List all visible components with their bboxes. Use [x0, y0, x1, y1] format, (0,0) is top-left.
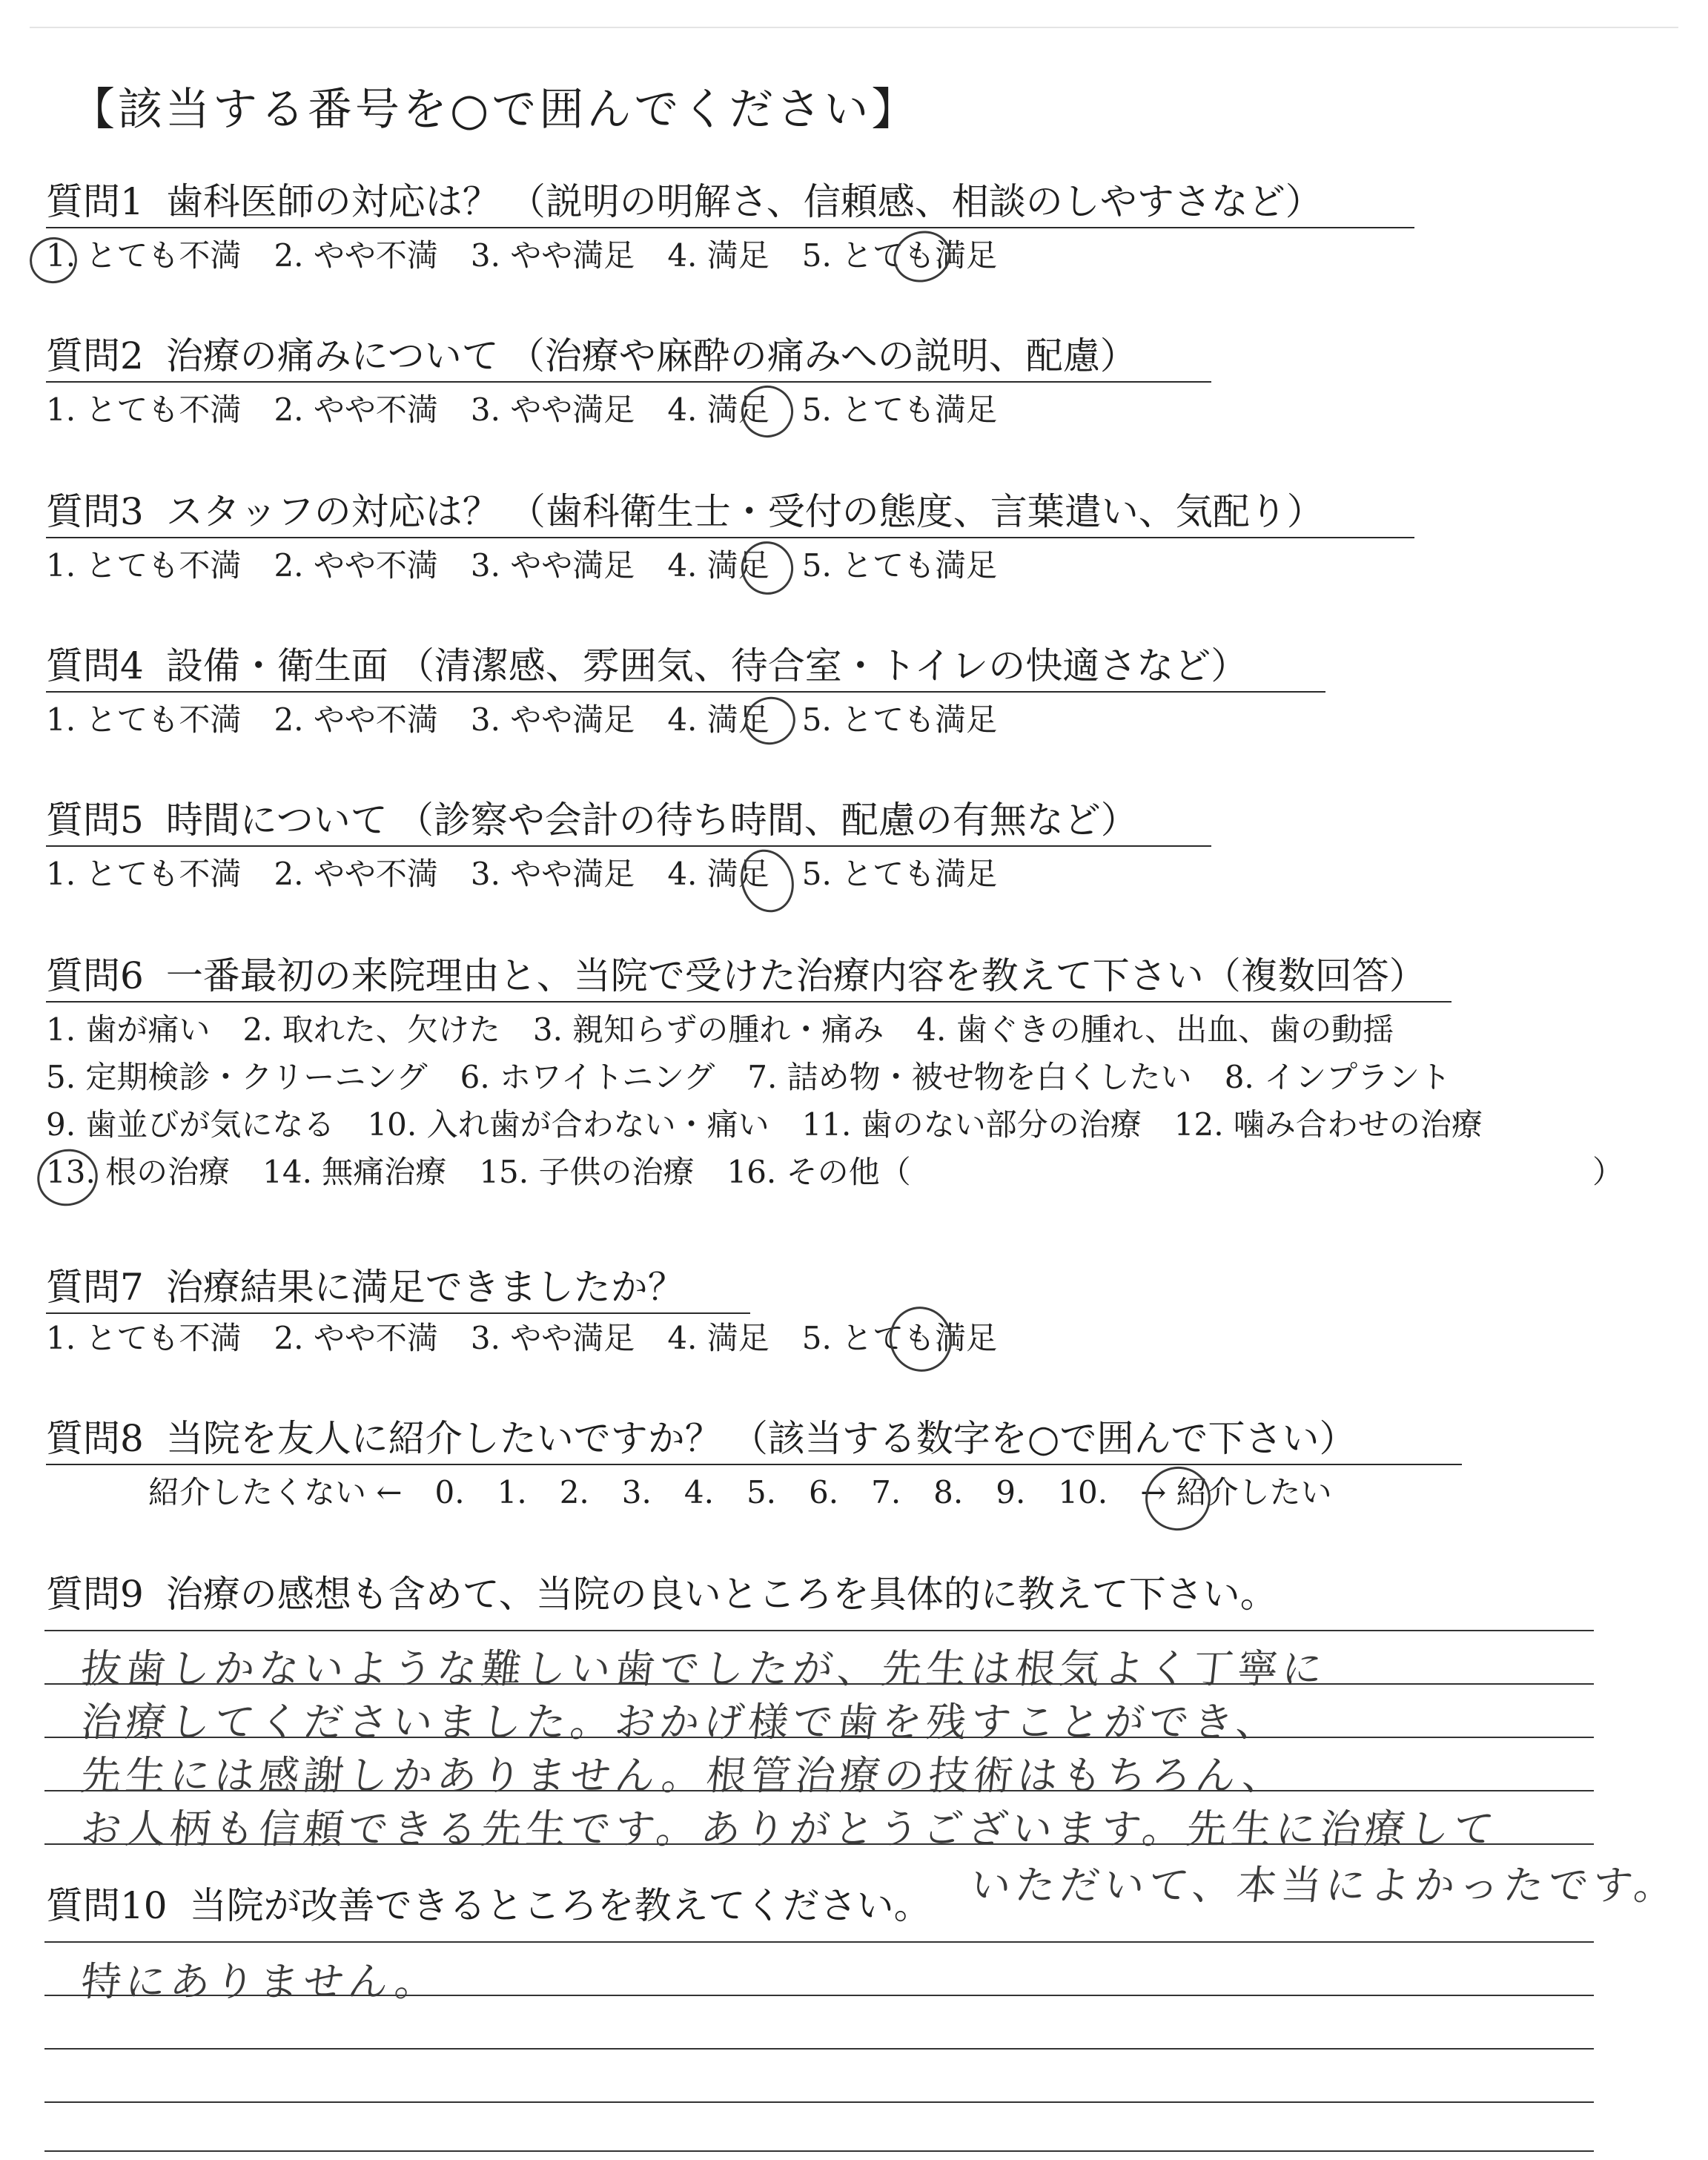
- option-2[interactable]: 2. やや不満: [274, 1320, 438, 1356]
- question-underline: [46, 1312, 750, 1314]
- selected-circle-icon: [739, 690, 801, 751]
- option-5[interactable]: 5. とても満足: [801, 547, 998, 584]
- option-4[interactable]: 4. 歯ぐきの腫れ、出血、歯の動揺: [916, 1011, 1394, 1048]
- option-3[interactable]: 3. やや満足: [470, 701, 635, 738]
- question-7-title: [46, 1265, 685, 1309]
- selected-circle-icon: [735, 379, 800, 444]
- scale-option-5[interactable]: 5.: [746, 1474, 777, 1510]
- scale-option-8[interactable]: 8.: [933, 1474, 964, 1510]
- option-4[interactable]: 4. 満足: [667, 1320, 769, 1356]
- answer-line: [44, 1941, 1594, 1943]
- option-1[interactable]: 1. とても不満: [46, 701, 242, 738]
- question-5-options: [46, 856, 1030, 893]
- question-number: 質問7: [46, 1266, 144, 1309]
- question-number: 質問2: [46, 334, 144, 377]
- option-4[interactable]: 4. 満足: [667, 392, 769, 428]
- scale-option-7[interactable]: 7.: [871, 1474, 901, 1510]
- option-4[interactable]: 4. 満足: [667, 237, 769, 274]
- question-note: （診察や会計の待ち時間、配慮の有無など）: [396, 799, 1138, 842]
- scale-option-10[interactable]: 10.: [1058, 1474, 1108, 1510]
- option-3[interactable]: 3. 親知らずの腫れ・痛み: [532, 1011, 884, 1048]
- scale-option-6[interactable]: 6.: [809, 1474, 839, 1510]
- scale-option-1[interactable]: 1.: [497, 1474, 527, 1510]
- selected-circle-icon: [735, 535, 801, 601]
- question-4-title: [46, 644, 1248, 688]
- option-14[interactable]: 14. 無痛治療: [262, 1154, 447, 1190]
- selected-circle-icon: [732, 842, 801, 919]
- option-2[interactable]: 2. やや不満: [274, 547, 438, 584]
- option-1[interactable]: 1. とても不満: [46, 237, 242, 274]
- question-underline: [46, 381, 1211, 383]
- question-6-options-row-1: [46, 1011, 1426, 1048]
- option-2[interactable]: 2. やや不満: [274, 701, 438, 738]
- option-1[interactable]: 1. 歯が痛い: [46, 1011, 211, 1048]
- option-2[interactable]: 2. やや不満: [274, 392, 438, 428]
- option-12[interactable]: 12. 噛み合わせの治療: [1174, 1106, 1483, 1143]
- selected-circle-icon: [887, 224, 957, 290]
- question-text: 設備・衛生面: [165, 644, 388, 687]
- answer-line: [44, 2101, 1594, 2103]
- question-text: 当院が改善できるところを教えてください。: [189, 1884, 931, 1927]
- option-2[interactable]: 2. やや不満: [274, 237, 438, 274]
- question-6-options-row-2: [46, 1059, 1483, 1096]
- option-16[interactable]: 16. その他（: [726, 1154, 911, 1190]
- question-text: 当院を友人に紹介したいですか？: [165, 1417, 722, 1460]
- question-6-title: [46, 954, 1426, 998]
- question-6-options-row-4: [46, 1154, 944, 1191]
- question-text: スタッフの対応は？: [165, 490, 500, 533]
- question-text: 治療結果に満足できましたか？: [165, 1266, 685, 1309]
- option-1[interactable]: 1. とても不満: [46, 856, 242, 892]
- handwritten-answer-line-2: 治療してくださいました。おかげ様で歯を残すことができ、: [79, 1699, 1283, 1745]
- question-text: 一番最初の来院理由と、当院で受けた治療内容を教えて下さい（複数回答）: [165, 954, 1426, 997]
- option-1[interactable]: 1. とても不満: [46, 547, 242, 584]
- handwritten-answer-line-1: 特にありません。: [79, 1958, 443, 2005]
- option-5[interactable]: 5. とても満足: [801, 1320, 998, 1356]
- option-4[interactable]: 4. 満足: [667, 856, 769, 892]
- option-13[interactable]: 13. 根の治療: [46, 1154, 231, 1190]
- answer-line: [44, 2150, 1594, 2152]
- question-underline: [46, 845, 1211, 847]
- option-3[interactable]: 3. やや満足: [470, 856, 635, 892]
- scale-option-9[interactable]: 9.: [996, 1474, 1026, 1510]
- scale-option-4[interactable]: 4.: [683, 1474, 714, 1510]
- option-9[interactable]: 9. 歯並びが気になる: [46, 1106, 335, 1143]
- page-heading: 【該当する番号を○で囲んでください】: [70, 84, 919, 136]
- question-underline: [46, 691, 1325, 693]
- option-3[interactable]: 3. やや満足: [470, 1320, 635, 1356]
- question-3-options: [46, 547, 1030, 584]
- other-close-paren: ）: [1592, 1154, 1624, 1190]
- option-5[interactable]: 5. 定期検診・クリーニング: [46, 1059, 428, 1095]
- question-7-options: [46, 1320, 1030, 1357]
- handwritten-answer-line-1: 抜歯しかないような難しい歯でしたが、先生は根気よく丁寧に: [79, 1645, 1329, 1692]
- option-10[interactable]: 10. 入れ歯が合わない・痛い: [367, 1106, 769, 1143]
- question-note: （歯科衛生士・受付の態度、言葉遣い、気配り）: [508, 490, 1324, 533]
- question-1-options: [46, 237, 1030, 274]
- question-note: （治療や麻酔の痛みへの説明、配慮）: [507, 334, 1137, 377]
- answer-line: [44, 2048, 1594, 2050]
- question-note: （清潔感、雰囲気、待合室・トイレの快適さなど）: [397, 644, 1248, 687]
- question-underline: [46, 227, 1414, 228]
- question-number: 質問1: [46, 180, 144, 223]
- handwritten-answer-line-5: いただいて、本当によかったです。: [968, 1862, 1681, 1909]
- question-6-options-row-3: [46, 1106, 1515, 1143]
- option-3[interactable]: 3. やや満足: [470, 392, 635, 428]
- question-number: 質問5: [46, 799, 144, 842]
- scale-left-label: 紹介したくない ←: [148, 1474, 403, 1510]
- question-1-title: [46, 179, 1323, 224]
- option-4[interactable]: 4. 満足: [667, 547, 769, 584]
- scale-option-2[interactable]: 2.: [559, 1474, 589, 1510]
- question-2-options: [46, 392, 1030, 429]
- question-8-title: [46, 1416, 1356, 1461]
- question-underline: [46, 1001, 1452, 1003]
- question-note: （該当する数字を○で囲んで下さい）: [730, 1417, 1357, 1460]
- question-10-title: [46, 1883, 931, 1928]
- question-number: 質問10: [46, 1884, 168, 1927]
- scale-right-label: → 紹介したい: [1140, 1474, 1332, 1510]
- question-number: 質問6: [46, 954, 144, 997]
- selected-circle-icon: [30, 1141, 105, 1214]
- question-3-title: [46, 489, 1324, 534]
- option-4[interactable]: 4. 満足: [667, 701, 769, 738]
- page-top-border: [30, 27, 1678, 28]
- question-9-title: [46, 1572, 1277, 1616]
- option-11[interactable]: 11. 歯のない部分の治療: [801, 1106, 1142, 1143]
- answer-line: [44, 1630, 1594, 1631]
- question-number: 質問3: [46, 490, 144, 533]
- question-note: （説明の明解さ、信頼感、相談のしやすさなど）: [508, 180, 1323, 223]
- question-4-options: [46, 701, 1030, 739]
- option-2[interactable]: 2. 取れた、欠けた: [242, 1011, 500, 1048]
- handwritten-answer-line-4: お人柄も信頼できる先生です。ありがとうございます。先生に治療して: [79, 1806, 1501, 1852]
- question-number: 質問9: [46, 1573, 144, 1616]
- option-8[interactable]: 8. インプラント: [1224, 1059, 1452, 1095]
- question-number: 質問8: [46, 1417, 144, 1460]
- question-2-title: [46, 334, 1137, 378]
- scale-option-3[interactable]: 3.: [621, 1474, 652, 1510]
- option-15[interactable]: 15. 子供の治療: [479, 1154, 695, 1190]
- option-5[interactable]: 5. とても満足: [801, 701, 998, 738]
- question-text: 時間について: [165, 799, 388, 842]
- question-underline: [46, 1464, 1462, 1465]
- option-5[interactable]: 5. とても満足: [801, 392, 998, 428]
- question-text: 治療の痛みについて: [165, 334, 499, 377]
- handwritten-answer-line-3: 先生には感謝しかありません。根管治療の技術はもちろん、: [79, 1752, 1290, 1799]
- selected-circle-icon: [1137, 1459, 1219, 1539]
- question-text: 治療の感想も含めて、当院の良いところを具体的に教えて下さい。: [165, 1573, 1277, 1616]
- option-5[interactable]: 5. とても満足: [801, 237, 998, 274]
- option-5[interactable]: 5. とても満足: [801, 856, 998, 892]
- option-7[interactable]: 7. 詰め物・被せ物を白くしたい: [747, 1059, 1192, 1095]
- option-1[interactable]: 1. とても不満: [46, 392, 242, 428]
- scale-option-0[interactable]: 0.: [434, 1474, 465, 1510]
- option-1[interactable]: 1. とても不満: [46, 1320, 242, 1356]
- option-6[interactable]: 6. ホワイトニング: [460, 1059, 715, 1095]
- question-5-title: [46, 798, 1138, 842]
- selected-circle-icon: [881, 1298, 960, 1380]
- option-2[interactable]: 2. やや不満: [274, 856, 438, 892]
- question-text: 歯科医師の対応は？: [165, 180, 500, 223]
- question-number: 質問4: [46, 644, 144, 687]
- option-3[interactable]: 3. やや満足: [470, 237, 635, 274]
- question-underline: [46, 537, 1414, 538]
- option-3[interactable]: 3. やや満足: [470, 547, 635, 584]
